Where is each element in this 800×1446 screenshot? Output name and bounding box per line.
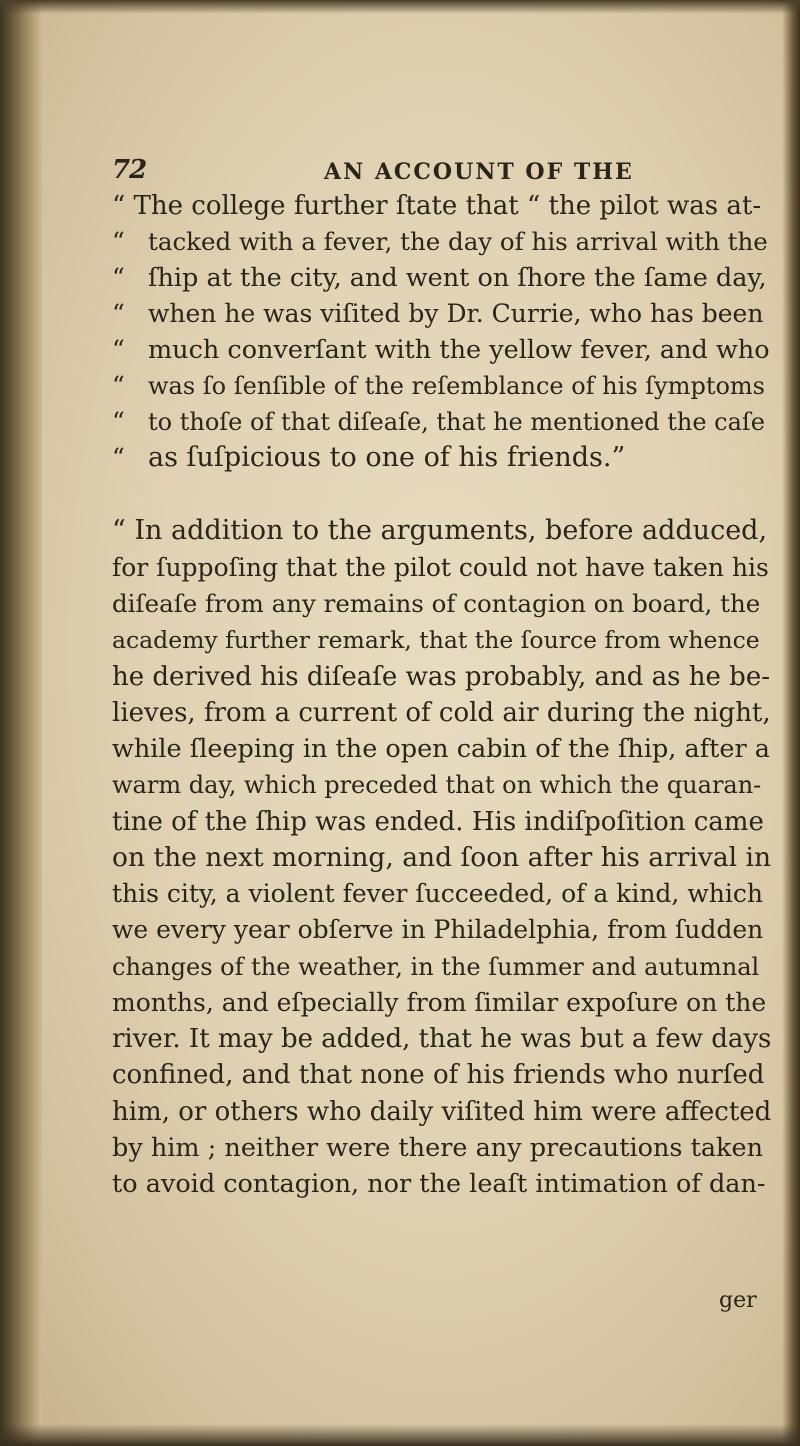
- quote-mark: “: [112, 299, 125, 328]
- catchword: ger: [719, 1288, 757, 1313]
- text-line: we every year obſerve in Philadelphia, from ſudden: [112, 915, 764, 944]
- text-line: on the next morning, and ſoon after his arrival in: [112, 842, 772, 873]
- quote-mark: “: [112, 227, 125, 256]
- text-line: much converſant with the yellow fever, and who: [148, 335, 770, 365]
- text-line: warm day, which preceded that on which the quaran-: [112, 771, 762, 799]
- text-line: river. It may be added, that he was but a few days: [112, 1024, 772, 1054]
- text-line: tine of the ſhip was ended. His indiſpoſition came: [112, 807, 764, 837]
- running-header: [112, 155, 752, 195]
- text-line: “ The college further ſtate that “ the pilot was at-: [112, 191, 762, 221]
- text-line: to thoſe of that diſeaſe, that he mentioned the caſe: [148, 408, 765, 436]
- quote-mark: “: [112, 371, 125, 400]
- text-line: him, or others who daily viſited him were affected: [112, 1097, 772, 1127]
- text-line: “ In addition to the arguments, before adduced,: [112, 515, 768, 546]
- text-line: was ſo ſenſible of the reſemblance of his ſymptoms: [148, 372, 765, 400]
- quote-mark: “: [112, 443, 125, 472]
- text-line: lieves, from a current of cold air during the night,: [112, 698, 771, 728]
- text-line: ſhip at the city, and went on ſhore the ſame day,: [148, 263, 767, 293]
- text-line: he derived his diſeaſe was probably, and as he be-: [112, 662, 770, 692]
- text-line: to avoid contagion, nor the leaſt intimation of dan-: [112, 1169, 766, 1199]
- text-line: academy further remark, that the ſource from whence: [112, 626, 760, 654]
- quote-mark: “: [112, 335, 125, 364]
- text-line: tacked with a fever, the day of his arrival with the: [148, 227, 768, 256]
- text-line: by him ; neither were there any precautions taken: [112, 1133, 764, 1163]
- text-line: diſeaſe from any remains of contagion on board, the: [112, 589, 761, 618]
- page-number: 72: [112, 155, 147, 185]
- running-head-title: AN ACCOUNT OF THE: [324, 159, 634, 185]
- quote-mark: “: [112, 263, 125, 292]
- text-line: confined, and that none of his friends who nurſed: [112, 1060, 765, 1090]
- text-line: months, and eſpecially from ſimilar expoſure on the: [112, 988, 767, 1017]
- text-line: as ſuſpicious to one of his friends.”: [148, 442, 626, 473]
- quote-mark: “: [112, 407, 125, 436]
- text-line: this city, a violent fever ſucceeded, of a kind, which: [112, 879, 763, 908]
- text-line: for ſuppoſing that the pilot could not have taken his: [112, 553, 769, 582]
- text-line: while ſleeping in the open cabin of the ſhip, after a: [112, 734, 770, 764]
- text-line: when he was viſited by Dr. Currie, who has been: [148, 299, 764, 328]
- text-line: changes of the weather, in the ſummer and autumnal: [112, 953, 760, 981]
